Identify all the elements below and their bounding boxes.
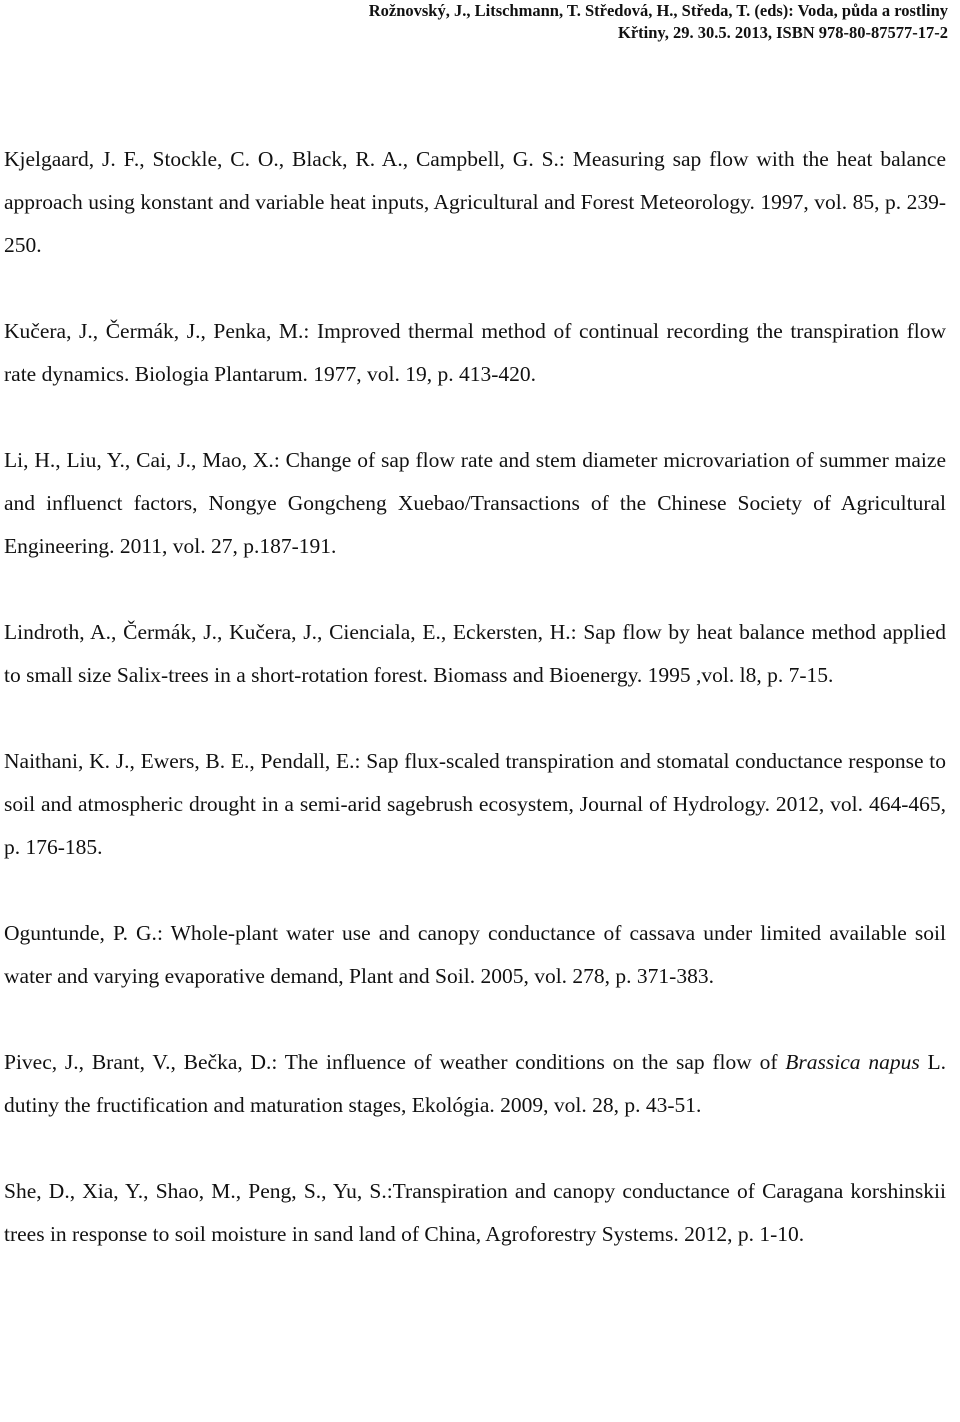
reference-text: :Transpiration and canopy conductance of Caragana korshinskii trees in response to soil moisture in sand land of China, Agroforestry Systems. 2012, p. 1-10. <box>4 1179 946 1246</box>
reference-authors: Oguntunde, P. G. <box>4 921 157 945</box>
reference-item <box>4 1041 946 1127</box>
reference-item <box>4 138 946 267</box>
reference-item <box>4 740 946 869</box>
header-publication-line: Křtiny, 29. 30.5. 2013, ISBN 978-80-87577-17-2 <box>618 23 948 42</box>
reference-text: : Sap flux-scaled transpiration and stomatal conductance response to soil and atmospheric drought in a semi-arid sagebrush ecosystem, Journal of Hydrology. 2012, vol. 464-465, p. 176-185. <box>4 749 946 859</box>
reference-text: : Sap flow by heat balance method applied to small size Salix-trees in a short-rotation forest. Biomass and Bioenergy. 1995 ,vol. l8, p. 7-15. <box>4 620 946 687</box>
reference-authors: She, D., Xia, Y., Shao, M., Peng, S., Yu, S. <box>4 1179 387 1203</box>
header-editors-line: Rožnovský, J., Litschmann, T. Středová, H., Středa, T. (eds): Voda, půda a rostliny <box>368 1 948 20</box>
reference-list <box>4 138 946 1256</box>
reference-text: : Change of sap flow rate and stem diameter microvariation of summer maize and influenct factors, Nongye Gongcheng Xuebao/Transactions of the Chinese Society of Agricultural Engineering. 2011, vol. 27, p.187-191. <box>4 448 946 558</box>
page-header <box>8 0 948 44</box>
reference-authors: Naithani, K. J., Ewers, B. E., Pendall, E. <box>4 749 355 773</box>
reference-species-name: Brassica napus <box>785 1050 920 1074</box>
reference-item <box>4 439 946 568</box>
reference-text: : Improved thermal method of continual recording the transpiration flow rate dynamics. Biologia Plantarum. 1977, vol. 19, p. 413-420. <box>4 319 946 386</box>
reference-text-continued: L. dutiny the fructification and maturation stages, Ekológia. 2009, vol. 28, p. 43-51. <box>4 1050 946 1117</box>
reference-authors: Pivec, J., Brant, V., Bečka, D. <box>4 1050 272 1074</box>
reference-text: : Measuring sap flow with the heat balance approach using konstant and variable heat inputs, Agricultural and Forest Meteorology. 1997, vol. 85, p. 239-250. <box>4 147 946 257</box>
reference-item <box>4 1170 946 1256</box>
reference-authors: Kjelgaard, J. F., Stockle, C. O., Black, R. A., Campbell, G. S. <box>4 147 559 171</box>
reference-text: : The influence of weather conditions on the sap flow of <box>271 1050 786 1074</box>
reference-item <box>4 611 946 697</box>
reference-item <box>4 310 946 396</box>
reference-authors: Kučera, J., Čermák, J., Penka, M. <box>4 319 304 343</box>
reference-text: : Whole-plant water use and canopy conductance of cassava under limited available soil water and varying evaporative demand, Plant and Soil. 2005, vol. 278, p. 371-383. <box>4 921 946 988</box>
reference-authors: Lindroth, A., Čermák, J., Kučera, J., Cienciala, E., Eckersten, H. <box>4 620 571 644</box>
reference-authors: Li, H., Liu, Y., Cai, J., Mao, X. <box>4 448 274 472</box>
reference-item <box>4 912 946 998</box>
